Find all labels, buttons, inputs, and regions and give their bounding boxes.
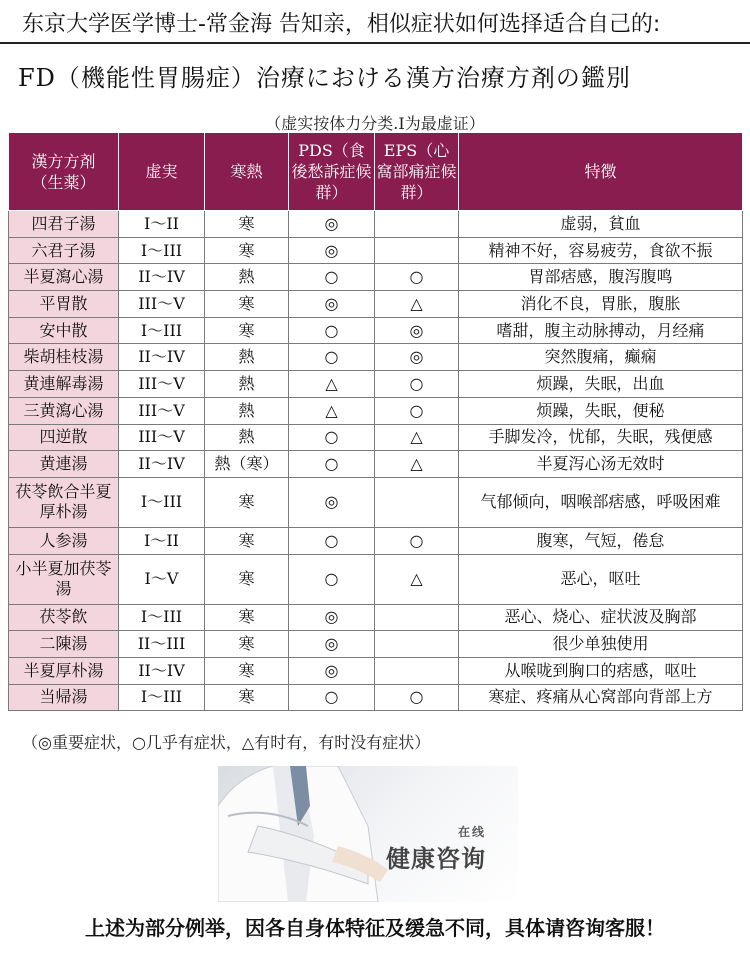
cell-hanre: 寒 bbox=[205, 631, 289, 658]
cell-feature: 精神不好，容易疲劳，食欲不振 bbox=[459, 237, 743, 264]
cell-name: 黄連湯 bbox=[9, 451, 119, 478]
cell-pds: ○ bbox=[289, 317, 375, 344]
cell-hanre: 寒 bbox=[205, 527, 289, 554]
table-row bbox=[9, 477, 743, 527]
header-pds: PDS（食後愁訴症候群） bbox=[289, 133, 375, 211]
cell-name: 六君子湯 bbox=[9, 237, 119, 264]
cell-pds: ○ bbox=[289, 527, 375, 554]
cell-name: 二陳湯 bbox=[9, 631, 119, 658]
cell-xushi: III〜V bbox=[119, 397, 205, 424]
cell-feature: 烦躁，失眠，出血 bbox=[459, 371, 743, 398]
cell-pds: ◎ bbox=[289, 631, 375, 658]
cell-eps bbox=[375, 657, 459, 684]
table-row bbox=[9, 424, 743, 451]
cell-feature: 嗜甜，腹主动脉搏动，月经痛 bbox=[459, 317, 743, 344]
cell-eps: ○ bbox=[375, 527, 459, 554]
cell-xushi: I〜III bbox=[119, 237, 205, 264]
table-row bbox=[9, 451, 743, 478]
cell-name: 三黄瀉心湯 bbox=[9, 397, 119, 424]
cell-eps: ○ bbox=[375, 264, 459, 291]
header-hanre: 寒熱 bbox=[205, 133, 289, 211]
cell-xushi: III〜V bbox=[119, 291, 205, 318]
cell-name: 半夏瀉心湯 bbox=[9, 264, 119, 291]
cell-xushi: I〜III bbox=[119, 684, 205, 711]
banner-text: 东京大学医学博士-常金海 告知亲，相似症状如何选择适合自己的: bbox=[22, 12, 661, 37]
header-eps: EPS（心窩部痛症候群） bbox=[375, 133, 459, 211]
table-row bbox=[9, 657, 743, 684]
cell-eps: ○ bbox=[375, 397, 459, 424]
table-row bbox=[9, 237, 743, 264]
table-row bbox=[9, 604, 743, 631]
table-row bbox=[9, 397, 743, 424]
cell-pds: ○ bbox=[289, 344, 375, 371]
cell-pds: ○ bbox=[289, 264, 375, 291]
cell-xushi: I〜V bbox=[119, 554, 205, 604]
cell-feature: 虚弱，貧血 bbox=[459, 211, 743, 238]
cell-pds: ◎ bbox=[289, 237, 375, 264]
cell-name: 平胃散 bbox=[9, 291, 119, 318]
cell-eps: ◎ bbox=[375, 317, 459, 344]
cell-feature: 手脚发冷，忧郁，失眠，残便感 bbox=[459, 424, 743, 451]
table-row bbox=[9, 527, 743, 554]
cell-pds: ○ bbox=[289, 424, 375, 451]
cell-pds: ◎ bbox=[289, 477, 375, 527]
cell-name: 茯苓飲合半夏厚朴湯 bbox=[9, 477, 119, 527]
legend: （◎重要症状，○几乎有症状，△有时有，有时没有症状） bbox=[22, 733, 431, 752]
cell-xushi: II〜IV bbox=[119, 264, 205, 291]
promo-big-text: 健康咨询 bbox=[386, 845, 486, 873]
cell-feature: 烦躁，失眠，便秘 bbox=[459, 397, 743, 424]
cell-pds: ○ bbox=[289, 684, 375, 711]
cell-xushi: I〜II bbox=[119, 211, 205, 238]
table-row bbox=[9, 211, 743, 238]
header-feature: 特徴 bbox=[459, 133, 743, 211]
cell-xushi: II〜III bbox=[119, 631, 205, 658]
cell-feature: 寒症、疼痛从心窝部向背部上方 bbox=[459, 684, 743, 711]
header-name: 漢方方剤（生薬） bbox=[9, 133, 119, 211]
promo-small-text: 在线 bbox=[458, 825, 487, 839]
cell-hanre: 寒 bbox=[205, 477, 289, 527]
cell-feature: 突然腹痛，癫痫 bbox=[459, 344, 743, 371]
cell-eps: △ bbox=[375, 424, 459, 451]
cell-hanre: 寒 bbox=[205, 657, 289, 684]
cell-pds: △ bbox=[289, 397, 375, 424]
consult-banner[interactable] bbox=[218, 766, 518, 902]
cell-eps: △ bbox=[375, 451, 459, 478]
cell-hanre: 熱 bbox=[205, 264, 289, 291]
cell-hanre: 寒 bbox=[205, 211, 289, 238]
cell-pds: ○ bbox=[289, 451, 375, 478]
cell-feature: 胃部痞感，腹泻腹鸣 bbox=[459, 264, 743, 291]
top-banner bbox=[0, 0, 750, 44]
cell-xushi: I〜III bbox=[119, 477, 205, 527]
cell-eps: ◎ bbox=[375, 344, 459, 371]
cell-hanre: 寒 bbox=[205, 291, 289, 318]
cell-feature: 气郁倾向，咽喉部痞感，呼吸困难 bbox=[459, 477, 743, 527]
cell-pds: ◎ bbox=[289, 657, 375, 684]
cell-hanre: 熱 bbox=[205, 424, 289, 451]
cell-feature: 恶心、烧心、症状波及胸部 bbox=[459, 604, 743, 631]
page-title: FD（機能性胃腸症）治療における漢方治療方剤の鑑別 bbox=[18, 64, 631, 92]
cell-xushi: I〜III bbox=[119, 604, 205, 631]
table-row bbox=[9, 344, 743, 371]
cell-eps: ○ bbox=[375, 684, 459, 711]
cell-feature: 从喉咙到胸口的痞感，呕吐 bbox=[459, 657, 743, 684]
cell-feature: 腹寒，气短，倦怠 bbox=[459, 527, 743, 554]
table-row bbox=[9, 631, 743, 658]
cell-xushi: I〜III bbox=[119, 317, 205, 344]
cell-pds: ◎ bbox=[289, 211, 375, 238]
table-row bbox=[9, 317, 743, 344]
table-header-row bbox=[9, 133, 743, 211]
cell-hanre: 寒 bbox=[205, 317, 289, 344]
cell-pds: ◎ bbox=[289, 291, 375, 318]
cell-hanre: 寒 bbox=[205, 604, 289, 631]
cell-xushi: II〜IV bbox=[119, 451, 205, 478]
header-xushi: 虚実 bbox=[119, 133, 205, 211]
cell-name: 黄連解毒湯 bbox=[9, 371, 119, 398]
cell-eps bbox=[375, 211, 459, 238]
cell-xushi: III〜V bbox=[119, 424, 205, 451]
cell-name: 人参湯 bbox=[9, 527, 119, 554]
cell-name: 柴胡桂枝湯 bbox=[9, 344, 119, 371]
table-row bbox=[9, 371, 743, 398]
cell-eps: △ bbox=[375, 291, 459, 318]
cell-xushi: II〜IV bbox=[119, 657, 205, 684]
cell-hanre: 熱（寒） bbox=[205, 451, 289, 478]
cell-hanre: 熱 bbox=[205, 371, 289, 398]
cell-eps bbox=[375, 604, 459, 631]
table-row bbox=[9, 291, 743, 318]
table-row bbox=[9, 264, 743, 291]
cell-hanre: 熱 bbox=[205, 344, 289, 371]
cell-name: 四逆散 bbox=[9, 424, 119, 451]
table-row bbox=[9, 554, 743, 604]
footer-text: 上述为部分例举，因各自身体特征及缓急不同，具体请咨询客服！ bbox=[85, 916, 665, 940]
table-row bbox=[9, 684, 743, 711]
cell-feature: 消化不良，胃胀，腹胀 bbox=[459, 291, 743, 318]
cell-name: 半夏厚朴湯 bbox=[9, 657, 119, 684]
cell-pds: ○ bbox=[289, 554, 375, 604]
cell-hanre: 熱 bbox=[205, 397, 289, 424]
cell-xushi: II〜IV bbox=[119, 344, 205, 371]
cell-xushi: III〜V bbox=[119, 371, 205, 398]
cell-name: 茯苓飲 bbox=[9, 604, 119, 631]
cell-feature: 恶心，呕吐 bbox=[459, 554, 743, 604]
cell-pds: △ bbox=[289, 371, 375, 398]
cell-eps: ○ bbox=[375, 371, 459, 398]
table-body bbox=[9, 211, 743, 711]
cell-hanre: 寒 bbox=[205, 684, 289, 711]
cell-xushi: I〜II bbox=[119, 527, 205, 554]
cell-feature: 很少单独使用 bbox=[459, 631, 743, 658]
cell-name: 安中散 bbox=[9, 317, 119, 344]
cell-pds: ◎ bbox=[289, 604, 375, 631]
cell-name: 当帰湯 bbox=[9, 684, 119, 711]
cell-hanre: 寒 bbox=[205, 237, 289, 264]
cell-name: 小半夏加茯苓湯 bbox=[9, 554, 119, 604]
cell-eps bbox=[375, 631, 459, 658]
cell-eps bbox=[375, 477, 459, 527]
page-subtitle: （虚实按体力分类.I为最虚证） bbox=[265, 114, 485, 133]
cell-name: 四君子湯 bbox=[9, 211, 119, 238]
cell-feature: 半夏泻心汤无效时 bbox=[459, 451, 743, 478]
cell-eps bbox=[375, 237, 459, 264]
herb-table bbox=[8, 132, 743, 711]
cell-hanre: 寒 bbox=[205, 554, 289, 604]
cell-eps: △ bbox=[375, 554, 459, 604]
